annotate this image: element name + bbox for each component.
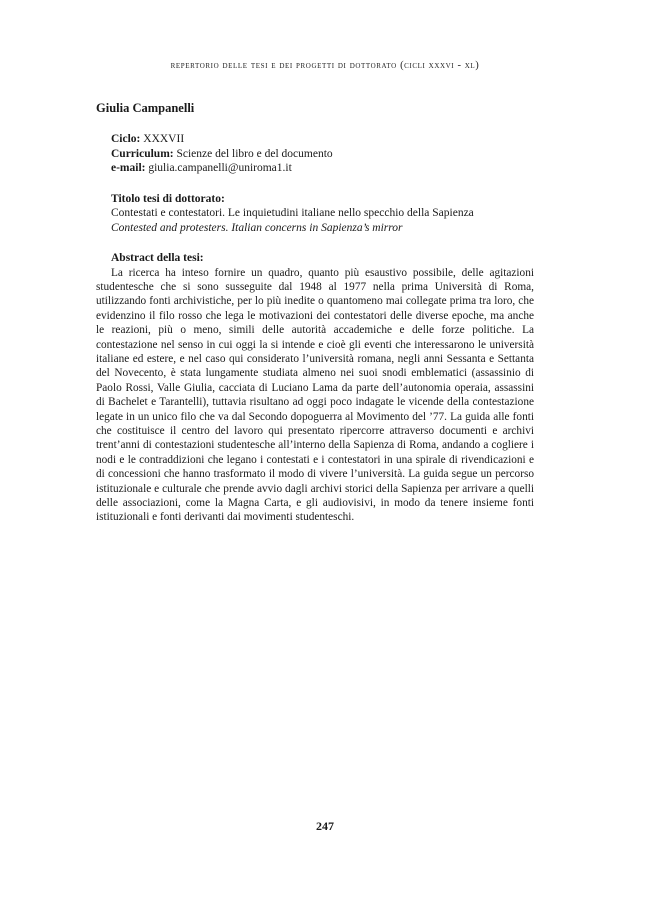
page-number: 247	[316, 819, 334, 833]
ciclo-value: XXXVII	[140, 133, 185, 145]
thesis-section-title: Titolo tesi di dottorato:	[111, 192, 225, 205]
curriculum-label: Curriculum:	[111, 147, 174, 160]
email-row	[111, 161, 534, 176]
running-header: repertorio delle tesi e dei progetti di dottorato (cicli xxxvi - xl)	[170, 60, 480, 71]
abstract-body: La ricerca ha inteso fornire un quadro, quanto più esaustivo possibile, delle agitazioni studentesche che si sono susseguite dal 1948 al 1977 nella prima Università di Roma, utilizzando fonti archivistiche, per lo più inedite o quantomeno mai collegate prima tra loro, che evidenzino il filo rosso che lega le motivazioni dei contestatori delle diverse epoche, ma anche le reazioni, più o meno, simili delle autorità accademiche e delle forze politiche. La contestazione nel senso in cui oggi la si intende e cioè gli eventi che interessarono le università italiane ed estere, e nel caso qui considerato l’università romana, negli anni Sessanta e Settanta del Novecento, è stata lungamente studiata almeno nei suoi snodi emblematici (assassinio di Paolo Rossi, Valle Giulia, cacciata di Luciano Lama da parte dell’autonomia operaia, assassini di Bachelet e Tarantelli), tuttavia risultano ad oggi poco indagate le vicende della contestazione legate in un unico filo che va dal Secondo dopoguerra al Movimento del ’77. La guida alle fonti che costituisce il centro del lavoro qui presentato ripercorre attraverso documenti e archivi trent’anni di contestazioni studentesche all’interno della Sapienza di Roma, andando a cogliere i nodi e le contraddizioni che legano i contestati e i contestatori in una spirale di rivendicazioni e di concessioni che hanno trasformato il modo di vivere l’università. La guida segue un percorso istituzionale e culturale che prende avvio dagli archivi storici della Sapienza per arrivare a quelli delle associazioni, come la Magna Carta, e gli audiovisivi, in modo da tenere insieme fonti istituzionali e fonti derivanti dai movimenti studenteschi.	[96, 266, 534, 524]
curriculum-row	[111, 147, 534, 162]
ciclo-row	[111, 132, 534, 147]
page-content	[96, 101, 534, 525]
email-label: e-mail:	[111, 162, 146, 174]
ciclo-label: Ciclo:	[111, 133, 141, 145]
email-value: giulia.campanelli@uniroma1.it	[145, 162, 292, 174]
abstract-section	[96, 251, 534, 525]
thesis-title-italian: Contestati e contestatori. Le inquietudini italiane nello specchio della Sapienza	[111, 207, 474, 219]
author-name: Giulia Campanelli	[96, 101, 195, 115]
metadata-block	[111, 132, 534, 176]
thesis-title-english: Contested and protesters. Italian concerns in Sapienza’s mirror	[111, 221, 403, 234]
thesis-title-section	[111, 192, 534, 236]
abstract-section-title: Abstract della tesi:	[111, 252, 204, 264]
curriculum-value: Scienze del libro e del documento	[173, 147, 333, 160]
